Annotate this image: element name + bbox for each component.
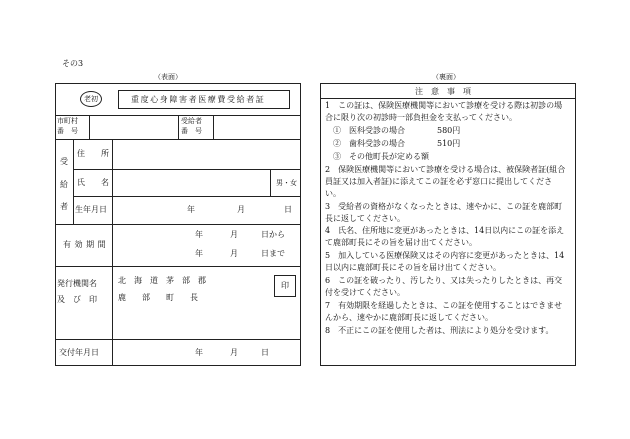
- birth-day: 日: [284, 205, 292, 214]
- note-line: 4 氏名、住所地に変更があったときは、14日以内にこの証を添え: [325, 226, 565, 235]
- sex-options: 男・女: [276, 179, 297, 187]
- note-line: い。: [325, 189, 341, 198]
- note-line: ② 歯科受診の場合 510円: [333, 139, 461, 148]
- issue-day: 日: [261, 348, 269, 357]
- note-line: ① 医科受診の場合 580円: [333, 126, 461, 135]
- validity-to-year: 年: [195, 249, 203, 258]
- issuer-value-2: 鹿 部 町 長: [118, 293, 198, 302]
- seal-text: 印: [281, 281, 289, 290]
- recipient-no-label: 受給者: [181, 117, 202, 125]
- validity-to-month: 月: [230, 249, 238, 258]
- birth-year: 年: [187, 205, 195, 214]
- birth-month: 月: [237, 205, 245, 214]
- recipient-vertical-3: 者: [60, 202, 68, 211]
- issue-date-label: 交付年月日: [59, 348, 99, 357]
- note-line: 員証又は加入者証)に添えてこの証を必ず窓口に提出してくださ: [325, 177, 553, 186]
- badge-text: 老初: [84, 95, 98, 103]
- note-line: 付を受けてください。: [325, 288, 405, 297]
- note-line: 日以内に鹿部町長にその旨を届け出てください。: [325, 263, 501, 272]
- validity-from-day: 日から: [261, 230, 285, 239]
- issuer-label-2: 及 び 印: [57, 295, 97, 304]
- validity-from-year: 年: [195, 230, 203, 239]
- card-title: 重度心身障害者医療費受給者証: [131, 95, 266, 104]
- note-line: て鹿部町長にその旨を届け出てください。: [325, 238, 477, 247]
- recipient-vertical-1: 受: [60, 157, 68, 166]
- note-line: ③ その他町長が定める額: [333, 152, 429, 161]
- birth-label: 生年月日: [75, 205, 107, 214]
- municipality-no-label: 市町村: [57, 117, 78, 125]
- municipality-no-label-2: 番 号: [57, 127, 78, 135]
- note-line: んから、速やかに鹿部町長に返してください。: [325, 313, 493, 322]
- note-line: 3 受給者の資格がなくなったときは、速やかに、この証を鹿部町: [325, 202, 563, 211]
- note-line: 5 加入している医療保険又はその内容に変更があったときは、14: [325, 251, 565, 260]
- issue-year: 年: [195, 348, 203, 357]
- note-line: 2 保険医療機関等において診療を受ける場合は、被保険者証(組合: [325, 165, 566, 174]
- issue-month: 月: [230, 348, 238, 357]
- note-line: 長に返してください。: [325, 214, 405, 223]
- recipient-no-label-2: 番 号: [181, 127, 202, 135]
- issuer-value-1: 北 海 道 茅 部 郡: [118, 276, 206, 285]
- front-heading: （表面）: [154, 73, 182, 81]
- back-heading: （裏面）: [432, 73, 460, 81]
- address-label: 住 所: [77, 149, 109, 158]
- validity-to-day: 日まで: [261, 249, 285, 258]
- recipient-vertical-2: 給: [60, 180, 68, 189]
- validity-label: 有 効 期 間: [63, 240, 107, 249]
- validity-from-month: 月: [230, 230, 238, 239]
- note-line: 7 有効期限を経過したときは、この証を使用することはできませ: [325, 301, 563, 310]
- issuer-label: 発行機関名: [57, 279, 97, 288]
- notes-title: 注 意 事 項: [415, 87, 471, 96]
- note-line: 8 不正にこの証を使用した者は、刑法により処分を受けます。: [325, 326, 554, 335]
- page-label: その3: [62, 59, 84, 68]
- note-line: 1 この証は、保険医療機関等において診療を受ける際は初診の場: [325, 101, 563, 110]
- note-line: 6 この証を破ったり、汚したり、又は失ったりしたときは、再交: [325, 276, 563, 285]
- note-line: 合に限り次の初診時一部負担金を支払ってください。: [325, 113, 517, 122]
- name-label: 氏 名: [77, 178, 109, 187]
